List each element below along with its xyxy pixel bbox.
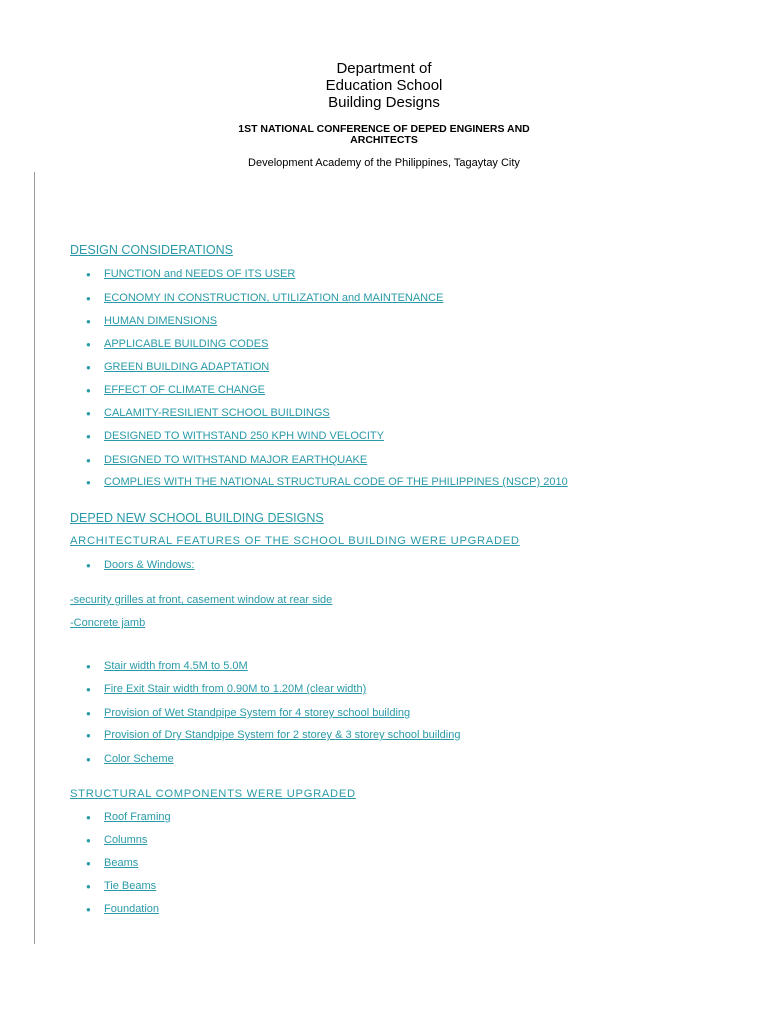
left-margin-rule [34,172,35,944]
list-item-link[interactable]: Fire Exit Stair width from 0.90M to 1.20M (clear width) [104,683,367,695]
bullet-icon: ● [86,339,91,349]
bullet-icon: ● [86,835,91,845]
bullet-icon: ● [86,904,91,914]
list-item[interactable] [86,753,174,765]
note-link[interactable]: -Concrete jamb [70,617,146,629]
list-item-link[interactable]: Columns [104,834,148,846]
conference-line: ARCHITECTS [350,134,418,146]
list-item[interactable] [86,857,138,869]
list-item[interactable] [86,880,156,892]
list-item-link[interactable]: ECONOMY IN CONSTRUCTION, UTILIZATION and MAINTENANCE [104,292,444,304]
bullet-icon: ● [86,455,91,465]
list-item[interactable] [86,407,330,419]
note-text[interactable] [70,594,332,606]
conference-line: 1ST NATIONAL CONFERENCE OF DEPED ENGINERS AND [238,123,530,135]
note-link[interactable]: -security grilles at front, casement window at rear side [70,594,333,606]
bullet-icon: ● [86,684,91,694]
structural-components-heading[interactable]: STRUCTURAL COMPONENTS WERE UPGRADED [70,788,356,800]
list-item-link[interactable]: HUMAN DIMENSIONS [104,315,218,327]
bullet-icon: ● [86,708,91,718]
list-item-link[interactable]: DESIGNED TO WITHSTAND 250 KPH WIND VELOCITY [104,430,384,442]
list-item-link[interactable]: CALAMITY-RESILIENT SCHOOL BUILDINGS [104,407,330,419]
bullet-icon: ● [86,661,91,671]
list-item-link[interactable]: Foundation [104,903,160,915]
bullet-icon: ● [86,408,91,418]
list-item[interactable] [86,338,268,350]
list-item[interactable] [86,834,147,846]
list-item[interactable] [86,660,248,672]
list-item-link[interactable]: Tie Beams [104,880,157,892]
list-item[interactable] [86,729,460,741]
bullet-icon: ● [86,730,91,740]
list-item-link[interactable]: Color Scheme [104,753,174,765]
list-item-link[interactable]: DESIGNED TO WITHSTAND MAJOR EARTHQUAKE [104,454,368,466]
new-designs-heading[interactable]: DEPED NEW SCHOOL BUILDING DESIGNS [70,511,324,525]
list-item[interactable] [86,268,295,280]
venue-text: Development Academy of the Philippines, Tagaytay City [248,157,520,169]
bullet-icon: ● [86,431,91,441]
list-item[interactable] [86,292,443,304]
bullet-icon: ● [86,858,91,868]
list-item-link[interactable]: Stair width from 4.5M to 5.0M [104,660,248,672]
list-item[interactable] [86,559,194,571]
list-item-link[interactable]: GREEN BUILDING ADAPTATION [104,361,270,373]
list-item-link[interactable]: Provision of Dry Standpipe System for 2 storey & 3 storey school building [104,729,461,741]
list-item-link[interactable]: Roof Framing [104,811,171,823]
list-item[interactable] [86,315,217,327]
bullet-icon: ● [86,477,91,487]
bullet-icon: ● [86,269,91,279]
bullet-icon: ● [86,812,91,822]
design-considerations-heading[interactable]: DESIGN CONSIDERATIONS [70,243,233,257]
bullet-icon: ● [86,385,91,395]
architectural-features-heading[interactable]: ARCHITECTURAL FEATURES OF THE SCHOOL BUILDING WERE UPGRADED [70,535,520,547]
bullet-icon: ● [86,293,91,303]
page-title [0,60,768,111]
bullet-icon: ● [86,316,91,326]
list-item-link[interactable]: FUNCTION and NEEDS OF ITS USER [104,268,296,280]
bullet-icon: ● [86,362,91,372]
list-item[interactable] [86,811,171,823]
title-line: Department of [336,60,432,77]
title-line: Building Designs [328,94,440,111]
list-item[interactable] [86,454,367,466]
note-text[interactable] [70,617,145,629]
list-item[interactable] [86,476,568,488]
list-item-link[interactable]: Beams [104,857,139,869]
list-item-link[interactable]: COMPLIES WITH THE NATIONAL STRUCTURAL CODE OF THE PHILIPPINES (NSCP) 2010 [104,476,568,488]
list-item-link[interactable]: Doors & Windows: [104,559,195,571]
list-item-link[interactable]: APPLICABLE BUILDING CODES [104,338,269,350]
bullet-icon: ● [86,881,91,891]
list-item[interactable] [86,384,265,396]
conference-title [0,124,768,146]
bullet-icon: ● [86,560,91,570]
title-line: Education School [325,77,443,94]
list-item[interactable] [86,683,366,695]
list-item-link[interactable]: EFFECT OF CLIMATE CHANGE [104,384,265,396]
list-item[interactable] [86,361,269,373]
list-item[interactable] [86,707,410,719]
list-item[interactable] [86,903,159,915]
bullet-icon: ● [86,754,91,764]
list-item-link[interactable]: Provision of Wet Standpipe System for 4 storey school building [104,707,411,719]
list-item[interactable] [86,430,384,442]
